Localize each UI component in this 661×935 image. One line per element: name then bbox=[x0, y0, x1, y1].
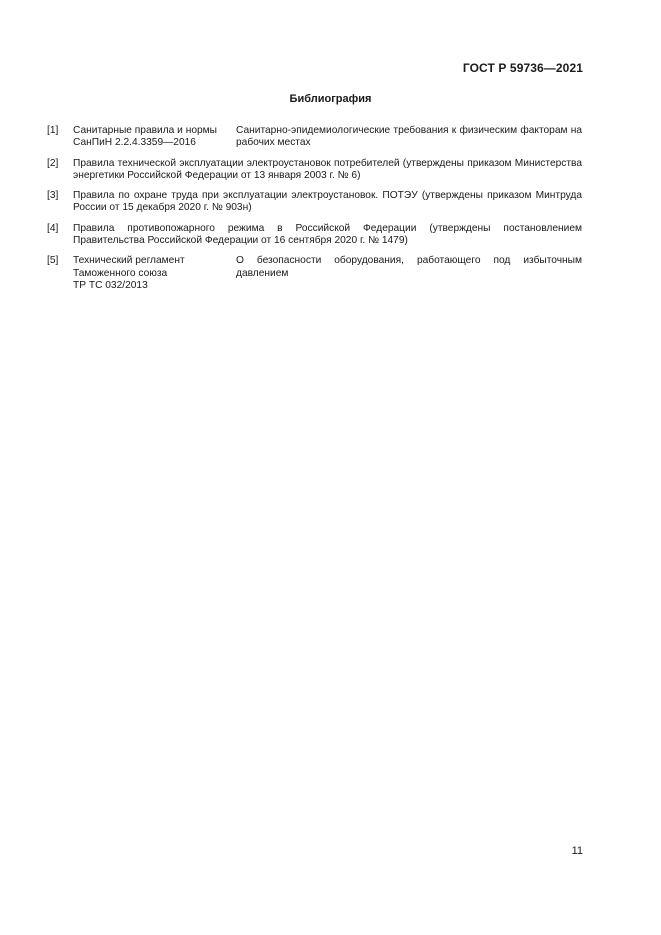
page-number: 11 bbox=[571, 845, 583, 857]
entry-text: Правила противопожарного режима в Российской Федерации (утверждены постановлением Правительства Российской Федерации от 16 сентября 2020 г. № 1479) bbox=[73, 222, 582, 247]
entry-document-title: О безопасности оборудования, работающего под избыточным давлением bbox=[236, 255, 582, 279]
entry-number: [3] bbox=[47, 190, 59, 202]
bibliography-list bbox=[47, 125, 582, 300]
bibliography-entry-5 bbox=[47, 255, 582, 292]
entry-number: [2] bbox=[47, 157, 59, 169]
bibliography-entry-3 bbox=[47, 190, 582, 215]
entry-document-name bbox=[73, 255, 236, 292]
entry-number: [4] bbox=[47, 222, 59, 234]
entry-text: Правила технической эксплуатации электроустановок потребителей (утверждены приказом Министерства энергетики Российской Федерации от 13 января 2003 г. № 6) bbox=[73, 157, 582, 181]
entry-number: [5] bbox=[47, 255, 59, 267]
entry-name-line: Технический регламент bbox=[73, 255, 185, 267]
standard-designation: ГОСТ Р 59736—2021 bbox=[462, 61, 583, 75]
entry-document-title: Санитарно-эпидемиологические требования к физическим факторам на рабочих местах bbox=[236, 125, 582, 149]
entry-name-line: Таможенного союза bbox=[73, 267, 168, 279]
entry-name-line: СанПиН 2.2.4.3359—2016 bbox=[73, 137, 196, 149]
bibliography-entry-4 bbox=[47, 223, 582, 248]
bibliography-entry-1 bbox=[47, 125, 582, 150]
entry-number: [1] bbox=[47, 125, 59, 136]
entry-document-name bbox=[73, 125, 236, 150]
bibliography-entry-2 bbox=[47, 158, 582, 183]
entry-name-line: Санитарные правила и нормы bbox=[73, 125, 217, 136]
entry-text: Правила по охране труда при эксплуатации электроустановок. ПОТЭУ (утверждены приказом Минтруда России от 15 декабря 2020 г. № 903н) bbox=[73, 190, 582, 214]
section-title: Библиография bbox=[289, 93, 372, 105]
entry-name-line: ТР ТС 032/2013 bbox=[73, 279, 148, 291]
